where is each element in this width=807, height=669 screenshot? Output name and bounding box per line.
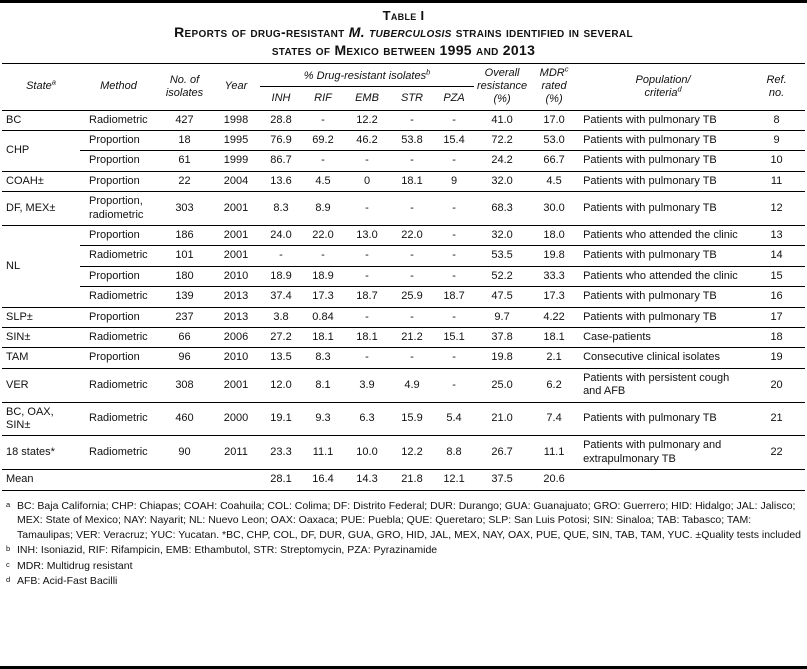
- col-header-method: Method: [80, 64, 157, 110]
- table-title-line2: states of Mexico between 1995 and 2013: [271, 41, 536, 58]
- cell-population: Patients with pulmonary TB: [578, 171, 748, 191]
- cell-overall: 37.5: [474, 470, 530, 490]
- cell-emb: -: [344, 151, 390, 171]
- table-row: [2, 307, 805, 327]
- cell-pza: -: [434, 266, 474, 286]
- cell-method: Proportion: [80, 151, 157, 171]
- cell-pza: -: [434, 110, 474, 130]
- cell-rif: 9.3: [302, 402, 344, 436]
- table-row: [2, 266, 805, 286]
- col-header-rif: RIF: [302, 86, 344, 110]
- cell-population: Patients with pulmonary TB: [578, 130, 748, 150]
- cell-overall: 21.0: [474, 402, 530, 436]
- cell-state: VER: [2, 368, 80, 402]
- cell-year: 2010: [212, 266, 260, 286]
- table-row: [2, 328, 805, 348]
- cell-overall: 68.3: [474, 192, 530, 226]
- cell-year: 2006: [212, 328, 260, 348]
- cell-method: Radiometric: [80, 368, 157, 402]
- cell-pza: 18.7: [434, 287, 474, 307]
- cell-str: 4.9: [390, 368, 434, 402]
- cell-overall: 52.2: [474, 266, 530, 286]
- table-row: [2, 110, 805, 130]
- cell-str: -: [390, 348, 434, 368]
- cell-emb: -: [344, 266, 390, 286]
- cell-method: Proportion: [80, 171, 157, 191]
- cell-emb: -: [344, 348, 390, 368]
- table-row: [2, 368, 805, 402]
- cell-method: Radiometric: [80, 246, 157, 266]
- cell-inh: -: [260, 246, 302, 266]
- cell-year: 2001: [212, 368, 260, 402]
- cell-year: 2011: [212, 436, 260, 470]
- cell-ref: 11: [748, 171, 805, 191]
- cell-pza: -: [434, 192, 474, 226]
- col-header-state: State$^a$: [2, 64, 80, 110]
- cell-inh: 19.1: [260, 402, 302, 436]
- cell-mdr: 30.0: [530, 192, 578, 226]
- col-header-ref: Ref. no.: [748, 64, 805, 110]
- cell-year: 2001: [212, 192, 260, 226]
- cell-mdr: 11.1: [530, 436, 578, 470]
- cell-mdr: 2.1: [530, 348, 578, 368]
- cell-isolates: 66: [157, 328, 212, 348]
- cell-ref: 18: [748, 328, 805, 348]
- cell-mdr: 66.7: [530, 151, 578, 171]
- cell-ref: 22: [748, 436, 805, 470]
- cell-method: Radiometric: [80, 402, 157, 436]
- cell-overall: 32.0: [474, 171, 530, 191]
- cell-inh: 86.7: [260, 151, 302, 171]
- cell-population: Patients with pulmonary and extrapulmonary TB: [578, 436, 748, 470]
- cell-year: 1998: [212, 110, 260, 130]
- cell-state: COAH±: [2, 171, 80, 191]
- col-header-str: STR: [390, 86, 434, 110]
- footnote-a: [4, 499, 803, 542]
- cell-str: 53.8: [390, 130, 434, 150]
- table-row-mean: [2, 470, 805, 490]
- cell-isolates: 61: [157, 151, 212, 171]
- cell-mdr: 17.0: [530, 110, 578, 130]
- table-row: [2, 436, 805, 470]
- footnote-text: AFB: Acid-Fast Bacilli: [17, 575, 118, 588]
- cell-year: [212, 470, 260, 490]
- cell-emb: 18.7: [344, 287, 390, 307]
- cell-emb: -: [344, 307, 390, 327]
- col-header-pza: PZA: [434, 86, 474, 110]
- cell-year: 1999: [212, 151, 260, 171]
- cell-mdr: 18.0: [530, 226, 578, 246]
- results-table: [2, 64, 805, 491]
- cell-population: Consecutive clinical isolates: [578, 348, 748, 368]
- cell-str: -: [390, 192, 434, 226]
- cell-population: Patients with pulmonary TB: [578, 151, 748, 171]
- cell-mdr: 53.0: [530, 130, 578, 150]
- cell-inh: 76.9: [260, 130, 302, 150]
- cell-overall: 19.8: [474, 348, 530, 368]
- cell-pza: 12.1: [434, 470, 474, 490]
- table-row: [2, 246, 805, 266]
- cell-state: Mean: [2, 470, 80, 490]
- col-header-mdr: MDR$^c$ rated (%): [530, 64, 578, 110]
- table-row: [2, 192, 805, 226]
- cell-str: 21.8: [390, 470, 434, 490]
- cell-state: 18 states*: [2, 436, 80, 470]
- cell-rif: 17.3: [302, 287, 344, 307]
- cell-inh: 37.4: [260, 287, 302, 307]
- cell-str: 22.0: [390, 226, 434, 246]
- cell-inh: 18.9: [260, 266, 302, 286]
- cell-population: Patients who attended the clinic: [578, 266, 748, 286]
- cell-str: -: [390, 266, 434, 286]
- table-row: [2, 171, 805, 191]
- cell-method: Proportion: [80, 130, 157, 150]
- cell-mdr: 17.3: [530, 287, 578, 307]
- cell-year: 2000: [212, 402, 260, 436]
- cell-method: Radiometric: [80, 328, 157, 348]
- footnote-marker: b: [6, 544, 11, 554]
- cell-overall: 9.7: [474, 307, 530, 327]
- cell-overall: 25.0: [474, 368, 530, 402]
- cell-inh: 13.6: [260, 171, 302, 191]
- cell-str: 15.9: [390, 402, 434, 436]
- footnote-mark-d: d: [677, 84, 682, 94]
- cell-pza: 5.4: [434, 402, 474, 436]
- cell-inh: 12.0: [260, 368, 302, 402]
- col-header-population: Population/ criteria$^d$: [578, 64, 748, 110]
- cell-mdr: 7.4: [530, 402, 578, 436]
- cell-mdr: 6.2: [530, 368, 578, 402]
- cell-emb: -: [344, 192, 390, 226]
- cell-ref: [748, 470, 805, 490]
- cell-overall: 24.2: [474, 151, 530, 171]
- cell-pza: -: [434, 226, 474, 246]
- cell-overall: 72.2: [474, 130, 530, 150]
- cell-str: -: [390, 110, 434, 130]
- cell-isolates: 186: [157, 226, 212, 246]
- cell-inh: 27.2: [260, 328, 302, 348]
- footnote-marker: d: [6, 575, 11, 585]
- cell-ref: 21: [748, 402, 805, 436]
- cell-emb: 18.1: [344, 328, 390, 348]
- cell-emb: 10.0: [344, 436, 390, 470]
- table-row: [2, 130, 805, 150]
- cell-rif: 0.84: [302, 307, 344, 327]
- cell-method: Radiometric: [80, 287, 157, 307]
- cell-state: TAM: [2, 348, 80, 368]
- cell-str: -: [390, 151, 434, 171]
- cell-emb: 6.3: [344, 402, 390, 436]
- cell-year: 2013: [212, 307, 260, 327]
- table-title: [2, 24, 805, 59]
- cell-population: Patients with pulmonary TB: [578, 246, 748, 266]
- col-header-emb: EMB: [344, 86, 390, 110]
- cell-isolates: 180: [157, 266, 212, 286]
- cell-method: Radiometric: [80, 436, 157, 470]
- table-header: [2, 64, 805, 110]
- cell-inh: 24.0: [260, 226, 302, 246]
- cell-emb: 12.2: [344, 110, 390, 130]
- cell-overall: 26.7: [474, 436, 530, 470]
- cell-population: Case-patients: [578, 328, 748, 348]
- cell-population: [578, 470, 748, 490]
- cell-emb: 14.3: [344, 470, 390, 490]
- table-row: [2, 348, 805, 368]
- cell-rif: -: [302, 110, 344, 130]
- table-row: [2, 402, 805, 436]
- table-title-part2: strains identified in several: [451, 24, 633, 40]
- cell-inh: 28.8: [260, 110, 302, 130]
- cell-mdr: 4.22: [530, 307, 578, 327]
- cell-rif: 18.1: [302, 328, 344, 348]
- cell-rif: 4.5: [302, 171, 344, 191]
- footnote-mark-a: a: [51, 77, 56, 87]
- cell-pza: 8.8: [434, 436, 474, 470]
- col-header-overall: Overall resistance (%): [474, 64, 530, 110]
- table-title-part1: Reports of drug-resistant: [174, 24, 349, 40]
- cell-isolates: 460: [157, 402, 212, 436]
- cell-year: 2001: [212, 246, 260, 266]
- footnote-marker: c: [6, 559, 10, 569]
- cell-rif: 16.4: [302, 470, 344, 490]
- cell-isolates: 101: [157, 246, 212, 266]
- cell-ref: 17: [748, 307, 805, 327]
- cell-pza: -: [434, 246, 474, 266]
- cell-str: 12.2: [390, 436, 434, 470]
- cell-emb: 46.2: [344, 130, 390, 150]
- cell-rif: -: [302, 151, 344, 171]
- cell-state: BC: [2, 110, 80, 130]
- cell-ref: 13: [748, 226, 805, 246]
- cell-method: Radiometric: [80, 110, 157, 130]
- footnote-marker: a: [6, 499, 11, 509]
- cell-method: Proportion, radiometric: [80, 192, 157, 226]
- cell-ref: 19: [748, 348, 805, 368]
- cell-inh: 13.5: [260, 348, 302, 368]
- cell-ref: 14: [748, 246, 805, 266]
- cell-ref: 10: [748, 151, 805, 171]
- cell-pza: -: [434, 348, 474, 368]
- cell-rif: 18.9: [302, 266, 344, 286]
- cell-rif: 8.1: [302, 368, 344, 402]
- cell-rif: 22.0: [302, 226, 344, 246]
- table-row: [2, 151, 805, 171]
- cell-emb: 3.9: [344, 368, 390, 402]
- cell-ref: 8: [748, 110, 805, 130]
- footnote-text: INH: Isoniazid, RIF: Rifampicin, EMB: Ethambutol, STR: Streptomycin, PZA: Pyrazinamide: [17, 544, 438, 557]
- cell-mdr: 33.3: [530, 266, 578, 286]
- footnotes: [2, 491, 805, 589]
- cell-state: NL: [2, 226, 80, 308]
- cell-isolates: 18: [157, 130, 212, 150]
- cell-overall: 41.0: [474, 110, 530, 130]
- cell-inh: 3.8: [260, 307, 302, 327]
- cell-inh: 23.3: [260, 436, 302, 470]
- cell-state: SIN±: [2, 328, 80, 348]
- cell-year: 2013: [212, 287, 260, 307]
- footnote-text: BC: Baja California; CHP: Chiapas; COAH: Coahuila; COL: Colima; DF: Distrito Federal; DUR: Durango; GUA: Guanajuato; GRO: Guerrero; HID: Hidalgo; JAL: Jalisco; MEX: State of Mexico; NAY: Nayarit; NL: Nuevo Leon; OAX: Oaxaca; PUE: Puebla; QUE: Queretaro; SLP: San Luis Potosi; SIN: Sinaloa; TAB: Tabasco; TAM: Tamaulipas; VER: Veracruz; YUC: Yucatan. *BC, CHP, COL, DF, DUR, GUA, GRO, HID, JAL, MEX, NAY, OAX, PUE, QUE, SIN, TAB, TAM, YUC. ±Quality tests included: [17, 499, 801, 541]
- cell-pza: -: [434, 368, 474, 402]
- cell-str: 21.2: [390, 328, 434, 348]
- cell-mdr: 4.5: [530, 171, 578, 191]
- cell-isolates: [157, 470, 212, 490]
- cell-isolates: 237: [157, 307, 212, 327]
- cell-pza: 15.4: [434, 130, 474, 150]
- col-header-inh: INH: [260, 86, 302, 110]
- cell-population: Patients with pulmonary TB: [578, 192, 748, 226]
- cell-ref: 16: [748, 287, 805, 307]
- cell-pza: 9: [434, 171, 474, 191]
- cell-inh: 28.1: [260, 470, 302, 490]
- cell-mdr: 18.1: [530, 328, 578, 348]
- cell-rif: 11.1: [302, 436, 344, 470]
- cell-state: CHP: [2, 130, 80, 171]
- cell-year: 2010: [212, 348, 260, 368]
- cell-method: [80, 470, 157, 490]
- cell-overall: 47.5: [474, 287, 530, 307]
- col-header-drug-group: % Drug-resistant isolates$^b$: [260, 64, 474, 86]
- cell-emb: -: [344, 246, 390, 266]
- cell-isolates: 22: [157, 171, 212, 191]
- cell-rif: -: [302, 246, 344, 266]
- footnote-c: [4, 559, 803, 573]
- col-header-year: Year: [212, 64, 260, 110]
- footnote-d: [4, 574, 803, 588]
- cell-pza: -: [434, 307, 474, 327]
- cell-rif: 69.2: [302, 130, 344, 150]
- cell-isolates: 139: [157, 287, 212, 307]
- table-row: [2, 226, 805, 246]
- cell-str: -: [390, 246, 434, 266]
- cell-mdr: 19.8: [530, 246, 578, 266]
- cell-population: Patients with persistent cough and AFB: [578, 368, 748, 402]
- cell-population: Patients with pulmonary TB: [578, 307, 748, 327]
- cell-rif: 8.9: [302, 192, 344, 226]
- cell-rif: 8.3: [302, 348, 344, 368]
- cell-emb: 0: [344, 171, 390, 191]
- table-caption: [2, 3, 805, 64]
- cell-overall: 32.0: [474, 226, 530, 246]
- col-header-isolates: No. of isolates: [157, 64, 212, 110]
- cell-population: Patients who attended the clinic: [578, 226, 748, 246]
- cell-isolates: 303: [157, 192, 212, 226]
- cell-ref: 12: [748, 192, 805, 226]
- cell-isolates: 308: [157, 368, 212, 402]
- footnote-b: [4, 543, 803, 557]
- cell-str: -: [390, 307, 434, 327]
- footnote-text: MDR: Multidrug resistant: [17, 559, 133, 572]
- cell-method: Proportion: [80, 226, 157, 246]
- cell-population: Patients with pulmonary TB: [578, 110, 748, 130]
- cell-year: 2001: [212, 226, 260, 246]
- footnote-mark-b: b: [426, 67, 431, 77]
- cell-ref: 15: [748, 266, 805, 286]
- cell-isolates: 427: [157, 110, 212, 130]
- cell-population: Patients with pulmonary TB: [578, 402, 748, 436]
- cell-method: Proportion: [80, 307, 157, 327]
- cell-pza: -: [434, 151, 474, 171]
- cell-ref: 9: [748, 130, 805, 150]
- cell-state: SLP±: [2, 307, 80, 327]
- cell-str: 18.1: [390, 171, 434, 191]
- cell-ref: 20: [748, 368, 805, 402]
- cell-year: 2004: [212, 171, 260, 191]
- cell-inh: 8.3: [260, 192, 302, 226]
- table-number: Table I: [382, 8, 425, 23]
- cell-state: DF, MEX±: [2, 192, 80, 226]
- cell-mdr: 20.6: [530, 470, 578, 490]
- cell-isolates: 90: [157, 436, 212, 470]
- footnote-mark-c: c: [564, 64, 569, 74]
- cell-state: BC, OAX, SIN±: [2, 402, 80, 436]
- cell-str: 25.9: [390, 287, 434, 307]
- cell-pza: 15.1: [434, 328, 474, 348]
- table-body: [2, 110, 805, 490]
- cell-emb: 13.0: [344, 226, 390, 246]
- cell-overall: 37.8: [474, 328, 530, 348]
- cell-population: Patients with pulmonary TB: [578, 287, 748, 307]
- cell-method: Proportion: [80, 348, 157, 368]
- table-title-species: M. tuberculosis: [348, 24, 452, 40]
- cell-overall: 53.5: [474, 246, 530, 266]
- header-row-main: [2, 64, 805, 86]
- table-row: [2, 287, 805, 307]
- cell-isolates: 96: [157, 348, 212, 368]
- cell-method: Proportion: [80, 266, 157, 286]
- cell-year: 1995: [212, 130, 260, 150]
